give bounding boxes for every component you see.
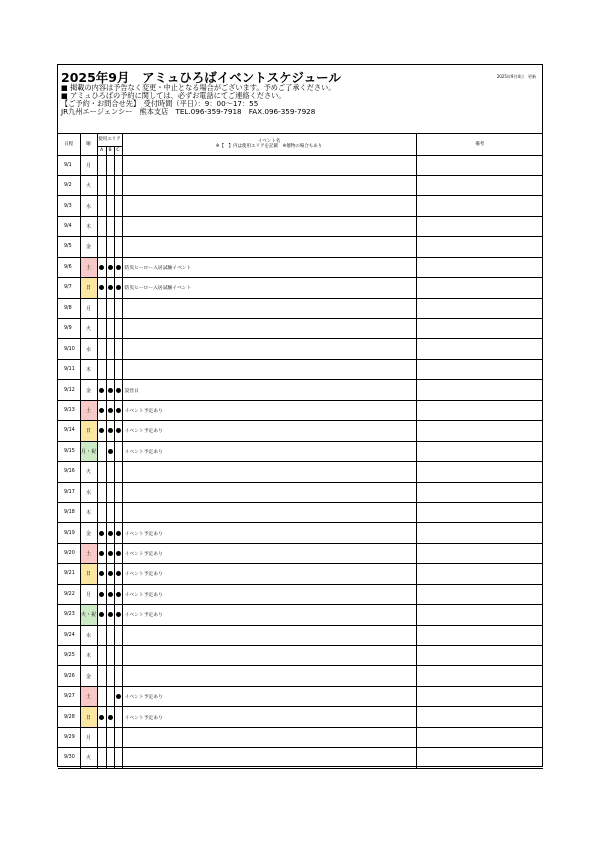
- date-cell: 9/11: [58, 359, 80, 379]
- date-cell: 9/30: [58, 748, 80, 768]
- event-name-cell: イベント予定あり: [122, 441, 416, 461]
- remarks-cell: [416, 625, 543, 645]
- area-used-mark: [116, 531, 121, 536]
- remarks-cell: [416, 523, 543, 543]
- area-c-cell: [114, 748, 122, 768]
- remarks-cell: [416, 462, 543, 482]
- area-used-mark: [116, 551, 121, 556]
- area-c-cell: [114, 237, 122, 257]
- event-name-cell: イベント予定あり: [122, 686, 416, 706]
- notice-line: ■ アミュひろばの予約に関しては、必ずお電話にてご連絡ください。: [61, 91, 286, 100]
- area-used-mark: [108, 388, 113, 393]
- remarks-cell: [416, 543, 543, 563]
- area-used-mark: [99, 408, 104, 413]
- date-cell: 9/10: [58, 339, 80, 359]
- area-b-cell: [106, 298, 114, 318]
- area-a-cell: [97, 155, 106, 175]
- remarks-cell: [416, 666, 543, 686]
- area-b-cell: [106, 216, 114, 236]
- schedule-row: [58, 441, 543, 461]
- schedule-table: [58, 134, 543, 769]
- area-a-cell: [97, 278, 106, 298]
- area-c-cell: [114, 257, 122, 277]
- col-header-event-title: イベント名: [257, 139, 281, 145]
- event-name-cell: [122, 339, 416, 359]
- schedule-row: [58, 237, 543, 257]
- remarks-cell: [416, 748, 543, 768]
- area-a-cell: [97, 564, 106, 584]
- area-a-cell: [97, 421, 106, 441]
- area-c-cell: [114, 462, 122, 482]
- remarks-cell: [416, 727, 543, 747]
- area-a-cell: [97, 543, 106, 563]
- date-cell: 9/6: [58, 257, 80, 277]
- event-name-cell: [122, 502, 416, 522]
- col-header-date: 日程: [58, 134, 80, 155]
- remarks-cell: [416, 237, 543, 257]
- schedule-row: [58, 605, 543, 625]
- event-name-cell: [122, 175, 416, 195]
- schedule-header: [58, 65, 542, 134]
- area-used-mark: [99, 612, 104, 617]
- remarks-cell: [416, 380, 543, 400]
- remarks-cell: [416, 216, 543, 236]
- weekday-cell: 水: [80, 482, 97, 502]
- schedule-row: [58, 584, 543, 604]
- schedule-row: [58, 523, 543, 543]
- date-cell: 9/28: [58, 707, 80, 727]
- schedule-row: [58, 298, 543, 318]
- schedule-row: [58, 686, 543, 706]
- area-a-cell: [97, 646, 106, 666]
- date-cell: 9/27: [58, 686, 80, 706]
- weekday-cell: 月: [80, 727, 97, 747]
- weekday-cell: 水: [80, 196, 97, 216]
- updated-date: 2025年9月4日 更新: [496, 74, 536, 79]
- area-b-cell: [106, 748, 114, 768]
- area-used-mark: [108, 265, 113, 270]
- area-a-cell: [97, 482, 106, 502]
- weekday-cell: 金: [80, 523, 97, 543]
- area-b-cell: [106, 543, 114, 563]
- area-used-mark: [108, 715, 113, 720]
- schedule-row: [58, 339, 543, 359]
- area-b-cell: [106, 175, 114, 195]
- area-used-mark: [99, 571, 104, 576]
- weekday-cell: 日: [80, 707, 97, 727]
- area-a-cell: [97, 359, 106, 379]
- area-c-cell: [114, 380, 122, 400]
- schedule-row: [58, 646, 543, 666]
- area-a-cell: [97, 298, 106, 318]
- event-name-cell: [122, 646, 416, 666]
- area-a-cell: [97, 441, 106, 461]
- area-c-cell: [114, 564, 122, 584]
- area-a-cell: [97, 502, 106, 522]
- area-c-cell: [114, 686, 122, 706]
- area-b-cell: [106, 380, 114, 400]
- weekday-cell: 月・祝: [80, 441, 97, 461]
- area-c-cell: [114, 278, 122, 298]
- area-a-cell: [97, 584, 106, 604]
- date-cell: 9/14: [58, 421, 80, 441]
- event-name-cell: 防災ヒーロー入居試験イベント: [122, 257, 416, 277]
- event-name-cell: [122, 216, 416, 236]
- area-used-mark: [116, 571, 121, 576]
- date-cell: 9/24: [58, 625, 80, 645]
- area-used-mark: [116, 408, 121, 413]
- schedule-row: [58, 257, 543, 277]
- event-name-cell: [122, 196, 416, 216]
- area-used-mark: [99, 428, 104, 433]
- schedule-row: [58, 278, 543, 298]
- area-b-cell: [106, 359, 114, 379]
- event-name-cell: [122, 625, 416, 645]
- page-title: 2025年9月 アミュひろばイベントスケジュール: [61, 70, 341, 85]
- area-b-cell: [106, 625, 114, 645]
- area-c-cell: [114, 339, 122, 359]
- schedule-body: [58, 155, 543, 768]
- area-used-mark: [108, 428, 113, 433]
- area-used-mark: [116, 612, 121, 617]
- date-cell: 9/7: [58, 278, 80, 298]
- weekday-cell: 木: [80, 502, 97, 522]
- event-name-cell: イベント予定あり: [122, 584, 416, 604]
- schedule-row: [58, 625, 543, 645]
- weekday-cell: 木: [80, 216, 97, 236]
- date-cell: 9/21: [58, 564, 80, 584]
- area-a-cell: [97, 666, 106, 686]
- area-c-cell: [114, 421, 122, 441]
- area-a-cell: [97, 462, 106, 482]
- area-used-mark: [108, 612, 113, 617]
- weekday-cell: 日: [80, 564, 97, 584]
- area-a-cell: [97, 400, 106, 420]
- date-cell: 9/1: [58, 155, 80, 175]
- area-used-mark: [99, 715, 104, 720]
- area-b-cell: [106, 584, 114, 604]
- weekday-cell: 日: [80, 421, 97, 441]
- area-c-cell: [114, 441, 122, 461]
- date-cell: 9/19: [58, 523, 80, 543]
- area-a-cell: [97, 727, 106, 747]
- date-cell: 9/9: [58, 319, 80, 339]
- event-name-cell: [122, 462, 416, 482]
- area-c-cell: [114, 502, 122, 522]
- col-header-area-b: B: [106, 146, 114, 155]
- event-name-cell: イベント予定あり: [122, 523, 416, 543]
- remarks-cell: [416, 196, 543, 216]
- area-a-cell: [97, 319, 106, 339]
- area-a-cell: [97, 605, 106, 625]
- area-c-cell: [114, 155, 122, 175]
- date-cell: 9/3: [58, 196, 80, 216]
- col-header-event: [122, 134, 416, 155]
- remarks-cell: [416, 421, 543, 441]
- schedule-row: [58, 319, 543, 339]
- schedule-row: [58, 666, 543, 686]
- event-name-cell: 防災ヒーロー入居試験イベント: [122, 278, 416, 298]
- remarks-cell: [416, 584, 543, 604]
- remarks-cell: [416, 319, 543, 339]
- area-b-cell: [106, 502, 114, 522]
- area-used-mark: [99, 265, 104, 270]
- event-name-cell: イベント予定あり: [122, 543, 416, 563]
- col-header-event-note: ※【 】内は使用エリアを記載 ※催物の場合もあり: [215, 144, 323, 150]
- weekday-cell: 土: [80, 543, 97, 563]
- event-name-cell: イベント予定あり: [122, 605, 416, 625]
- area-b-cell: [106, 727, 114, 747]
- area-used-mark: [108, 285, 113, 290]
- date-cell: 9/22: [58, 584, 80, 604]
- remarks-cell: [416, 502, 543, 522]
- area-b-cell: [106, 278, 114, 298]
- area-used-mark: [116, 428, 121, 433]
- weekday-cell: 月: [80, 584, 97, 604]
- area-used-mark: [116, 285, 121, 290]
- area-used-mark: [99, 388, 104, 393]
- weekday-cell: 月: [80, 155, 97, 175]
- remarks-cell: [416, 175, 543, 195]
- schedule-row: [58, 748, 543, 768]
- weekday-cell: 火: [80, 462, 97, 482]
- event-name-cell: [122, 319, 416, 339]
- event-name-cell: [122, 155, 416, 175]
- weekday-cell: 水: [80, 339, 97, 359]
- event-name-cell: [122, 482, 416, 502]
- area-b-cell: [106, 319, 114, 339]
- weekday-cell: 水: [80, 625, 97, 645]
- schedule-row: [58, 359, 543, 379]
- date-cell: 9/2: [58, 175, 80, 195]
- remarks-cell: [416, 298, 543, 318]
- area-b-cell: [106, 482, 114, 502]
- schedule-row: [58, 707, 543, 727]
- area-a-cell: [97, 707, 106, 727]
- area-a-cell: [97, 237, 106, 257]
- col-header-dow: 曜: [80, 134, 97, 155]
- date-cell: 9/5: [58, 237, 80, 257]
- schedule-row: [58, 421, 543, 441]
- schedule-row: [58, 564, 543, 584]
- area-a-cell: [97, 625, 106, 645]
- area-b-cell: [106, 237, 114, 257]
- area-c-cell: [114, 196, 122, 216]
- area-b-cell: [106, 523, 114, 543]
- area-a-cell: [97, 686, 106, 706]
- date-cell: 9/26: [58, 666, 80, 686]
- area-a-cell: [97, 257, 106, 277]
- area-b-cell: [106, 646, 114, 666]
- area-b-cell: [106, 605, 114, 625]
- date-cell: 9/4: [58, 216, 80, 236]
- date-cell: 9/16: [58, 462, 80, 482]
- area-b-cell: [106, 257, 114, 277]
- weekday-cell: 月: [80, 298, 97, 318]
- area-a-cell: [97, 339, 106, 359]
- col-header-area-c: C: [114, 146, 122, 155]
- schedule-sheet: [57, 64, 543, 767]
- area-used-mark: [108, 551, 113, 556]
- area-c-cell: [114, 727, 122, 747]
- remarks-cell: [416, 400, 543, 420]
- event-name-cell: イベント予定あり: [122, 707, 416, 727]
- area-c-cell: [114, 298, 122, 318]
- date-cell: 9/13: [58, 400, 80, 420]
- notice-line: ■ 掲載の内容は予告なく変更・中止となる場合がございます。予めご了承ください。: [61, 83, 336, 92]
- area-c-cell: [114, 543, 122, 563]
- contact-hours: 【ご予約・お問合せ先】 受付時間（平日）：9：00～17：55: [61, 99, 259, 108]
- area-used-mark: [108, 531, 113, 536]
- area-a-cell: [97, 216, 106, 236]
- remarks-cell: [416, 339, 543, 359]
- area-c-cell: [114, 666, 122, 686]
- area-used-mark: [116, 592, 121, 597]
- area-c-cell: [114, 400, 122, 420]
- event-name-cell: [122, 237, 416, 257]
- event-name-cell: [122, 666, 416, 686]
- area-used-mark: [108, 592, 113, 597]
- remarks-cell: [416, 646, 543, 666]
- area-b-cell: [106, 666, 114, 686]
- area-a-cell: [97, 175, 106, 195]
- schedule-row: [58, 462, 543, 482]
- event-name-cell: イベント予定あり: [122, 400, 416, 420]
- weekday-cell: 金: [80, 666, 97, 686]
- area-b-cell: [106, 421, 114, 441]
- weekday-cell: 土: [80, 257, 97, 277]
- date-cell: 9/18: [58, 502, 80, 522]
- remarks-cell: [416, 155, 543, 175]
- area-used-mark: [108, 449, 113, 454]
- remarks-cell: [416, 257, 543, 277]
- area-c-cell: [114, 584, 122, 604]
- schedule-row: [58, 216, 543, 236]
- weekday-cell: 火・祝: [80, 605, 97, 625]
- area-a-cell: [97, 523, 106, 543]
- remarks-cell: [416, 605, 543, 625]
- area-used-mark: [108, 408, 113, 413]
- area-used-mark: [99, 285, 104, 290]
- date-cell: 9/25: [58, 646, 80, 666]
- area-used-mark: [99, 551, 104, 556]
- remarks-cell: [416, 707, 543, 727]
- remarks-cell: [416, 278, 543, 298]
- area-b-cell: [106, 196, 114, 216]
- remarks-cell: [416, 564, 543, 584]
- area-a-cell: [97, 748, 106, 768]
- area-used-mark: [99, 592, 104, 597]
- weekday-cell: 木: [80, 646, 97, 666]
- schedule-row: [58, 400, 543, 420]
- area-b-cell: [106, 441, 114, 461]
- weekday-cell: 金: [80, 237, 97, 257]
- date-cell: 9/15: [58, 441, 80, 461]
- area-b-cell: [106, 339, 114, 359]
- remarks-cell: [416, 359, 543, 379]
- schedule-row: [58, 543, 543, 563]
- area-used-mark: [116, 388, 121, 393]
- area-b-cell: [106, 400, 114, 420]
- area-c-cell: [114, 216, 122, 236]
- schedule-row: [58, 380, 543, 400]
- remarks-cell: [416, 482, 543, 502]
- date-cell: 9/20: [58, 543, 80, 563]
- schedule-row: [58, 482, 543, 502]
- remarks-cell: [416, 441, 543, 461]
- date-cell: 9/29: [58, 727, 80, 747]
- event-name-cell: [122, 298, 416, 318]
- date-cell: 9/12: [58, 380, 80, 400]
- area-c-cell: [114, 605, 122, 625]
- area-used-mark: [116, 265, 121, 270]
- schedule-row: [58, 175, 543, 195]
- schedule-row: [58, 727, 543, 747]
- area-c-cell: [114, 175, 122, 195]
- area-used-mark: [99, 531, 104, 536]
- event-name-cell: 設営日: [122, 380, 416, 400]
- schedule-row: [58, 196, 543, 216]
- area-c-cell: [114, 625, 122, 645]
- area-c-cell: [114, 359, 122, 379]
- event-name-cell: イベント予定あり: [122, 421, 416, 441]
- weekday-cell: 火: [80, 748, 97, 768]
- area-b-cell: [106, 564, 114, 584]
- weekday-cell: 火: [80, 175, 97, 195]
- schedule-row: [58, 155, 543, 175]
- area-c-cell: [114, 707, 122, 727]
- area-c-cell: [114, 482, 122, 502]
- area-a-cell: [97, 380, 106, 400]
- event-name-cell: [122, 748, 416, 768]
- weekday-cell: 木: [80, 359, 97, 379]
- weekday-cell: 火: [80, 319, 97, 339]
- event-name-cell: イベント予定あり: [122, 564, 416, 584]
- area-b-cell: [106, 155, 114, 175]
- contact-phone: JR九州エージェンシー 熊本支店 TEL.096-359-7918 FAX.096-359-7928: [61, 107, 316, 116]
- area-used-mark: [108, 571, 113, 576]
- area-c-cell: [114, 646, 122, 666]
- date-cell: 9/23: [58, 605, 80, 625]
- area-b-cell: [106, 707, 114, 727]
- area-b-cell: [106, 462, 114, 482]
- col-header-remarks: 備考: [416, 134, 543, 155]
- area-c-cell: [114, 523, 122, 543]
- weekday-cell: 金: [80, 380, 97, 400]
- weekday-cell: 土: [80, 686, 97, 706]
- date-cell: 9/8: [58, 298, 80, 318]
- weekday-cell: 日: [80, 278, 97, 298]
- weekday-cell: 土: [80, 400, 97, 420]
- col-header-area: 使用エリア: [97, 134, 122, 146]
- date-cell: 9/17: [58, 482, 80, 502]
- area-a-cell: [97, 196, 106, 216]
- remarks-cell: [416, 686, 543, 706]
- event-name-cell: [122, 359, 416, 379]
- schedule-row: [58, 502, 543, 522]
- area-used-mark: [116, 694, 121, 699]
- area-b-cell: [106, 686, 114, 706]
- area-c-cell: [114, 319, 122, 339]
- col-header-area-a: A: [97, 146, 106, 155]
- event-name-cell: [122, 727, 416, 747]
